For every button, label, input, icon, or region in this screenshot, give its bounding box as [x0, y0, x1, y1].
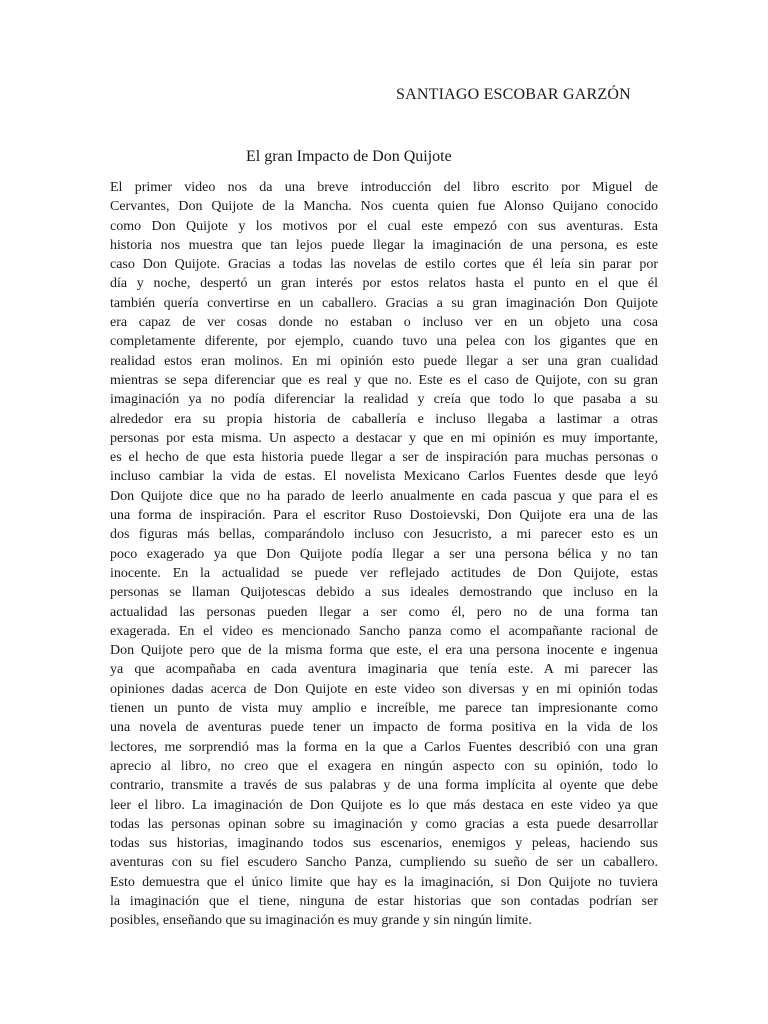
body-line: ya que acompañaba en cada aventura imaginaria que tenía este. A mi parecer las — [110, 662, 658, 678]
body-line: como Don Quijote y los motivos por el cual este empezó con sus aventuras. Esta — [110, 218, 658, 234]
body-line: exagerada. En el video es mencionado Sancho panza como el acompañante racional de — [110, 623, 658, 639]
body-line: aventuras con su fiel escudero Sancho Panza, cumpliendo su sueño de ser un caballero. — [110, 855, 658, 871]
body-line: actualidad las personas pueden llegar a ser como él, pero no de una forma tan — [110, 604, 658, 620]
body-line: Don Quijote dice que no ha parado de leerlo anualmente en cada pascua y que para el es — [110, 488, 658, 504]
body-line: historia nos muestra que tan lejos puede llegar la imaginación de una persona, es este — [110, 237, 658, 253]
body-line: incluso cambiar la vida de estas. El novelista Mexicano Carlos Fuentes desde que leyó — [110, 469, 658, 485]
body-line: mientras se sepa diferenciar que es real y que no. Este es el caso de Quijote, con su gran — [110, 372, 658, 388]
body-line: poco exagerado ya que Don Quijote podía llegar a ser una persona bélica y no tan — [110, 546, 658, 562]
body-line: una novela de aventuras puede tener un impacto de forma positiva en la vida de los — [110, 720, 658, 736]
body-line: es el hecho de que esta historia puede llegar a ser de inspiración para muchas personas o — [110, 450, 658, 466]
body-line: Esto demuestra que el único limite que hay es la imaginación, si Don Quijote no tuviera — [110, 874, 658, 890]
document-title: El gran Impacto de Don Quijote — [246, 148, 452, 165]
body-line: posibles, enseñando que su imaginación es muy grande y sin ningún limite. — [110, 913, 532, 929]
body-line: personas se llaman Quijotescas debido a sus ideales demostrando que incluso en la — [110, 585, 658, 601]
body-line: todas sus historias, imaginando todos sus escenarios, enemigos y peleas, haciendo sus — [110, 836, 658, 852]
body-line: una forma de inspiración. Para el escritor Ruso Dostoievski, Don Quijote era una de las — [110, 508, 658, 524]
body-line: aprecio al libro, no creo que el exagera en ningún aspecto con su opinión, todo lo — [110, 758, 658, 774]
body-line: la imaginación que el tiene, ninguna de estar historias que son contadas podrían ser — [110, 893, 658, 909]
body-line: lectores, me sorprendió mas la forma en la que a Carlos Fuentes describió con una gran — [110, 739, 658, 755]
body-line: contrario, transmite a través de sus palabras y de una forma implícita al oyente que debe — [110, 778, 658, 794]
body-line: completamente diferente, por ejemplo, cuando tuvo una pelea con los gigantes que en — [110, 334, 658, 350]
body-line: Don Quijote pero que de la misma forma que este, el era una persona inocente e ingenua — [110, 643, 658, 659]
body-line: inocente. En la actualidad se puede ver reflejado actitudes de Don Quijote, estas — [110, 565, 658, 581]
body-line: dos figuras más bellas, comparándolo incluso con Jesucristo, a mi parecer esto es un — [110, 527, 658, 543]
author-name: SANTIAGO ESCOBAR GARZÓN — [396, 86, 631, 103]
body-line: realidad estos eran molinos. En mi opinión esto puede llegar a ser una gran cualidad — [110, 353, 658, 369]
body-line: El primer video nos da una breve introducción del libro escrito por Miguel de — [110, 180, 658, 195]
body-line: tienen un punto de vista muy amplio e increíble, me parece tan impresionante como — [110, 701, 658, 717]
body-line: imaginación ya no podía diferenciar la realidad y creía que todo lo que pasaba a su — [110, 392, 658, 408]
body-line: alrededor era su propia historia de caballería e incluso llegaba a lastimar a otras — [110, 411, 658, 427]
body-line: personas por esta misma. Un aspecto a destacar y que en mi opinión es muy importante, — [110, 430, 658, 446]
body-line: leer el libro. La imaginación de Don Quijote es lo que más destaca en este video ya que — [110, 797, 658, 813]
body-line: todas las personas opinan sobre su imaginación y como gracias a esta puede desarrollar — [110, 816, 658, 832]
body-line: opiniones dadas acerca de Don Quijote en este video son diversas y en mi opinión todas — [110, 681, 658, 697]
body-line: era capaz de ver cosas donde no estaban o incluso ver en un objeto una cosa — [110, 315, 658, 331]
body-line: Cervantes, Don Quijote de la Mancha. Nos cuenta quien fue Alonso Quijano conocido — [110, 199, 658, 215]
body-line: también quería convertirse en un caballero. Gracias a su gran imaginación Don Quijote — [110, 295, 658, 311]
body-line: caso Don Quijote. Gracias a todas las novelas de estilo cortes que él leía sin parar por — [110, 257, 658, 273]
body-paragraph — [110, 178, 658, 931]
body-line: día y noche, despertó un gran interés por estos relatos hasta el punto en el que él — [110, 276, 658, 292]
